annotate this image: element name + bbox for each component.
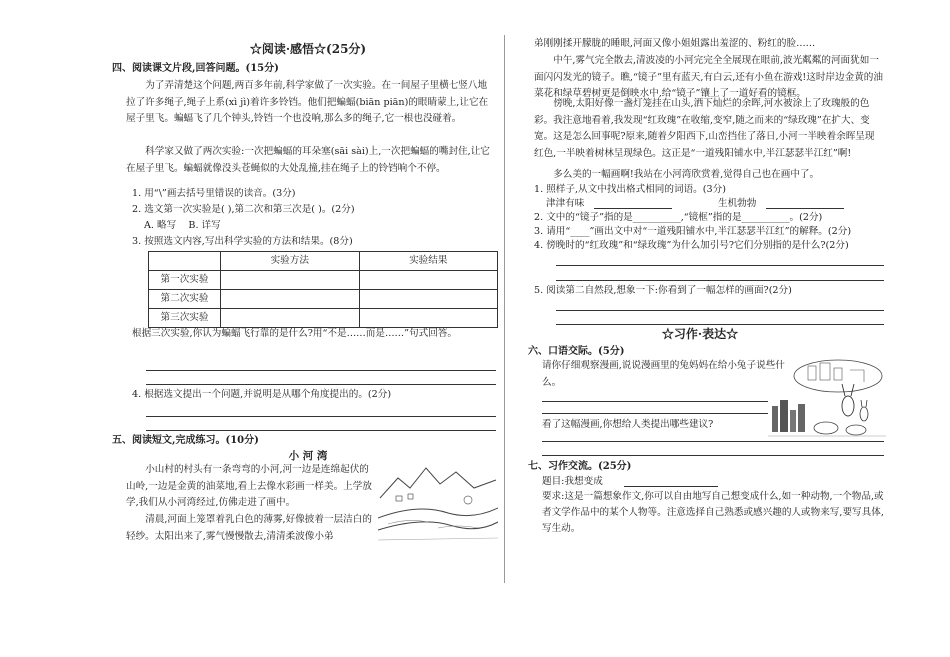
subquestion-2: 2. 选文第一次实验是( ),第二次和第三次是( )。(2分): [132, 204, 355, 215]
passage-paragraph: 中午,雾气完全散去,清波凌的小河完完全全展现在眼前,波光粼粼的河面犹如一面闪闪发光的镜子。瞧,“镜子”里有蓝天,有白云,还有小鱼在游戏!这时岸边金黄的油菜花和绿草碧树更是倒映水中,给“镜子”镶上了一道好看的镜框。: [534, 55, 883, 99]
subquestion-2-options: A. 略写 B. 详写: [144, 220, 221, 231]
answer-line[interactable]: [146, 384, 496, 385]
question-5: 5. 阅读第二自然段,想象一下:你看到了一幅怎样的画面?(2分): [534, 285, 792, 296]
example-word: 津津有味: [546, 198, 585, 209]
question-6-prompt: 请你仔细观察漫画,说说漫画里的兔妈妈在给小兔子说些什么。: [542, 360, 785, 388]
example-word: 生机勃勃: [718, 198, 757, 209]
question-3: 3. 请用“____”画出文中对“一道残阳铺水中,半江瑟瑟半江红”的解释。(2分): [534, 226, 852, 237]
method-cell[interactable]: [221, 290, 360, 309]
answer-line[interactable]: [542, 413, 768, 414]
table-header: 实验结果: [359, 252, 498, 271]
essay-topic-blank[interactable]: [624, 476, 718, 487]
table-header: 实验方法: [221, 252, 360, 271]
method-cell[interactable]: [221, 271, 360, 290]
passage-paragraph: 多么美的一幅画啊!我站在小河湾欣赏着,觉得自己也在画中了。: [553, 169, 820, 180]
subquestion-3: 3. 按照选文内容,写出科学实验的方法和结果。(8分): [132, 236, 353, 247]
answer-line[interactable]: [146, 416, 496, 417]
answer-blank[interactable]: [766, 198, 844, 209]
column-divider: [504, 35, 505, 583]
question-1: 1. 照样子,从文中找出格式相同的词语。(3分): [534, 184, 726, 195]
table-row: [149, 271, 498, 290]
question-7-heading: 七、习作交流。(25分): [528, 461, 632, 472]
result-cell[interactable]: [359, 271, 498, 290]
table-row-label: 第二次实验: [149, 290, 221, 309]
answer-line[interactable]: [556, 324, 884, 325]
passage-paragraph: 科学家又做了两次实验:一次把蝙蝠的耳朵塞(sāi sài)上,一次把蝙蝠的嘴封住,让它在屋子里飞。蝙蝠就像没头苍蝇似的大处乱撞,挂在绳子上的铃铛响个不停。: [126, 146, 490, 174]
table-header-row: [149, 252, 498, 271]
subquestion-3-follow: 根据三次实验,你认为蝙蝠飞行靠的是什么?用“不是……而是……”句式回答。: [132, 328, 458, 339]
passage-paragraph: 清晨,河面上笼罩着乳白色的薄雾,好像披着一层洁白的轻纱。太阳出来了,雾气慢慢散去,清清柔波像小弟: [126, 514, 372, 542]
rabbit-cartoon-illustration: [768, 358, 886, 440]
experiment-table: [148, 251, 498, 328]
answer-line[interactable]: [146, 370, 496, 371]
passage-continuation: 弟刚刚揉开朦胧的睡眼,河面又像小姐姐露出羞涩的、粉红的脸……: [534, 38, 816, 49]
passage-paragraph: 小山村的村头有一条弯弯的小河,河一边是连绵起伏的山岭,一边是金黄的油菜地,看上去像水彩画一样美。上学放学,我们从小河湾经过,仿佛走进了画中。: [126, 464, 372, 508]
answer-line[interactable]: [542, 441, 884, 442]
subquestion-1: 1. 用“\”画去括号里错误的读音。(3分): [132, 188, 296, 199]
question-2: 2. 文中的“镜子”指的是__________,“镜框”指的是__________。(2分): [534, 212, 823, 223]
table-row: [149, 290, 498, 309]
result-cell[interactable]: [359, 309, 498, 328]
question-4-heading: 四、阅读课文片段,回答问题。(15分): [112, 63, 279, 74]
answer-blank[interactable]: [594, 198, 672, 209]
question-6-follow: 看了这幅漫画,你想给人类提出哪些建议?: [542, 419, 714, 430]
essay-requirements: 要求:这是一篇想象作文,你可以自由地写自己想变成什么,如一种动物,一个物品,或者文学作品中的某个人物等。注意选择自己熟悉或感兴趣的人或物来写,要写具体,写生动。: [542, 491, 884, 534]
table-header: [149, 252, 221, 271]
table-row-label: 第一次实验: [149, 271, 221, 290]
writing-section-title: ☆习作·表达☆: [661, 327, 739, 341]
answer-line[interactable]: [556, 280, 884, 281]
river-landscape-illustration: [378, 458, 498, 548]
answer-line[interactable]: [542, 455, 884, 456]
answer-line[interactable]: [556, 310, 884, 311]
question-6-heading: 六、口语交际。(5分): [528, 346, 625, 357]
result-cell[interactable]: [359, 290, 498, 309]
question-4: 4. 傍晚时的“红玫瑰”和“绿玫瑰”为什么加引号?它们分别指的是什么?(2分): [534, 240, 849, 251]
answer-line[interactable]: [556, 265, 884, 266]
reading-section-title: ☆阅读·感悟☆(25分): [249, 42, 367, 56]
table-row-label: 第三次实验: [149, 309, 221, 328]
passage-paragraph: 为了弄清楚这个问题,两百多年前,科学家做了一次实验。在一间屋子里横七竖八地拉了许多绳子,绳子上系(xì jì)着许多铃铛。他们把蝙蝠(biān piān)的眼睛蒙上,让它在屋子里飞。蝙蝠飞了几个钟头,铃铛一个也没响,那么多的绳子,它一根也没碰着。: [126, 80, 489, 124]
method-cell[interactable]: [221, 309, 360, 328]
answer-line[interactable]: [146, 430, 496, 431]
table-row: [149, 309, 498, 328]
answer-line[interactable]: [542, 401, 768, 402]
question-5-heading: 五、阅读短文,完成练习。(10分): [112, 435, 259, 446]
passage-title: 小 河 湾: [288, 450, 328, 462]
passage-paragraph: 傍晚,太阳好像一盏灯笼挂在山头,洒下灿烂的余晖,河水被涂上了玫瑰般的色彩。我注意地看着,我发现“红玫瑰”在收缩,变窄,随之而来的“绿玫瑰”在扩大、变宽。这是怎么回事呢?原来,随着夕阳西下,山峦挡住了落日,小河一半映着余晖呈现红色,一半映着树林呈现绿色。这正是“一道残阳铺水中,半江瑟瑟半江红”啊!: [534, 98, 875, 159]
essay-topic: 题目:我想变成: [542, 476, 603, 487]
subquestion-4: 4. 根据选文提出一个问题,并说明是从哪个角度提出的。(2分): [132, 389, 392, 400]
